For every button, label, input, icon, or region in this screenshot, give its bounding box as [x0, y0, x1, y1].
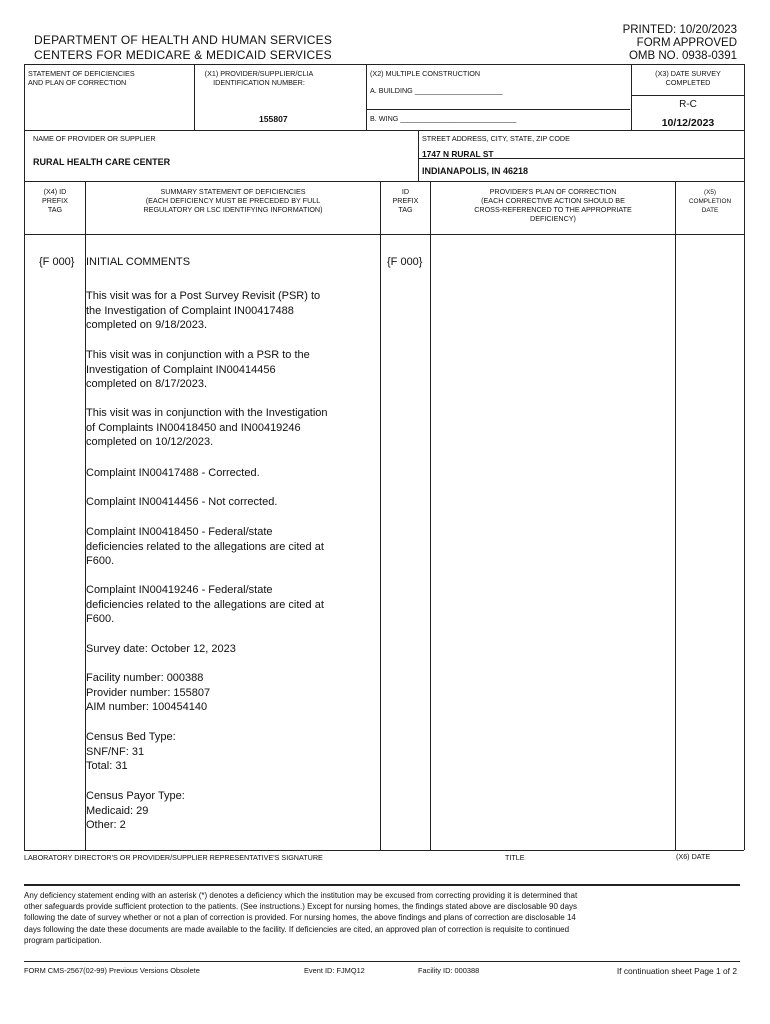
- signature-label: LABORATORY DIRECTOR'S OR PROVIDER/SUPPLIER REPRESENTATIVE'S SIGNATURE: [24, 853, 323, 862]
- address-divider: [418, 130, 419, 181]
- left-border: [24, 64, 25, 850]
- form-info: [623, 24, 737, 63]
- provider-name: RURAL HEALTH CARE CENTER: [33, 157, 171, 167]
- statement-label: STATEMENT OF DEFICIENCIES AND PLAN OF CORRECTION: [28, 69, 135, 87]
- wing-label: B. WING _____________________________: [370, 114, 517, 123]
- omb-number: OMB NO. 0938-0391: [628, 50, 737, 62]
- paragraph-11: Census Payor Type: Medicaid: 29 Other: 2: [86, 790, 185, 831]
- building-divider: [366, 109, 630, 110]
- entry-title: INITIAL COMMENTS: [86, 256, 191, 268]
- x4-header: (X4) ID PREFIX TAG: [42, 187, 68, 214]
- x2-divider: [366, 64, 367, 130]
- survey-completed-date: 10/12/2023: [661, 117, 715, 129]
- printed-date: PRINTED: 10/20/2023: [622, 24, 737, 36]
- address-line-2: INDIANAPOLIS, IN 46218: [422, 166, 529, 176]
- form-number: FORM CMS-2567(02-99) Previous Versions Obsolete: [24, 966, 200, 975]
- x3-subdivider: [632, 95, 744, 96]
- left-prefix-tag: {F 000}: [39, 256, 75, 268]
- address-label: STREET ADDRESS, CITY, STATE, ZIP CODE: [422, 134, 570, 143]
- paragraph-9: Facility number: 000388 Provider number: 155807 AIM number: 100454140: [86, 672, 211, 713]
- address-line-1: 1747 N RURAL ST: [422, 149, 494, 159]
- col-id-divider: [430, 181, 431, 850]
- paragraph-10: Census Bed Type: SNF/NF: 31 Total: 31: [86, 731, 176, 772]
- provider-name-label: NAME OF PROVIDER OR SUPPLIER: [33, 134, 156, 143]
- paragraph-1: This visit was for a Post Survey Revisit (PSR) to the Investigation of Complaint IN00417488 completed on 9/18/2023.: [86, 290, 321, 331]
- paragraph-6: Complaint IN00418450 - Federal/state deficiencies related to the allegations are cited at F600.: [86, 526, 324, 567]
- form-approved: FORM APPROVED: [636, 37, 737, 49]
- x1-divider: [194, 64, 195, 130]
- right-prefix-tag: {F 000}: [387, 256, 423, 268]
- paragraph-8: Survey date: October 12, 2023: [86, 643, 236, 655]
- col-summary-divider: [380, 181, 381, 850]
- building-label: A. BUILDING ______________________: [370, 86, 503, 95]
- agency-line-1: DEPARTMENT OF HEALTH AND HUMAN SERVICES: [34, 33, 333, 47]
- x2-label: (X2) MULTIPLE CONSTRUCTION: [370, 69, 481, 78]
- agency-line-2: CENTERS FOR MEDICARE & MEDICAID SERVICES: [34, 48, 332, 62]
- id-header: ID PREFIX TAG: [392, 187, 419, 214]
- event-id: Event ID: FJMQ12: [304, 966, 365, 975]
- col-plan-divider: [675, 181, 676, 850]
- disclaimer-text: Any deficiency statement ending with an asterisk (*) denotes a deficiency which the institution may be excused from correcting providing it is determined that other safeguards provide sufficient protection to the patients. (See instructions.) Except for nursing homes, the findings stated above are disclosable 90 days following the date of survey whether or not a plan of correction is provided. For nursing homes, the above findings and plans of correction are disclosable 14 days following the date these documents are made available to the facility. If deficiencies are cited, an approved plan of correction is requisite to continued program participation.: [24, 891, 578, 945]
- paragraph-4: Complaint IN00417488 - Corrected.: [86, 467, 260, 479]
- plan-header: PROVIDER'S PLAN OF CORRECTION (EACH CORRECTIVE ACTION SHOULD BE CROSS-REFERENCED TO THE APPROPRIATE DEFICIENCY): [474, 187, 632, 223]
- signature-bottom-line: [24, 884, 740, 886]
- continuation-sheet: If continuation sheet Page 1 of 2: [616, 966, 737, 976]
- facility-id: Facility ID: 000388: [418, 966, 480, 975]
- paragraph-7: Complaint IN00419246 - Federal/state deficiencies related to the allegations are cited at F600.: [86, 584, 324, 625]
- date-label: (X6) DATE: [676, 852, 711, 861]
- row-divider-3: [24, 234, 744, 235]
- right-border: [744, 64, 745, 850]
- x5-header: (X5) COMPLETION DATE: [688, 189, 732, 214]
- paragraph-3: This visit was in conjunction with the Investigation of Complaints IN00418450 and IN00419246 completed on 10/12/2023.: [86, 407, 328, 448]
- signature-top-line: [24, 850, 744, 851]
- summary-header: SUMMARY STATEMENT OF DEFICIENCIES (EACH DEFICIENCY MUST BE PRECEDED BY FULL REGULATORY OR LSC IDENTIFYING INFORMATION): [143, 187, 323, 214]
- agency-header: [34, 33, 332, 63]
- paragraph-2: This visit was in conjunction with a PSR to the Investigation of Complaint IN00414456 completed on 8/17/2023.: [86, 349, 310, 390]
- survey-code: R-C: [679, 99, 697, 110]
- row-divider-2: [24, 181, 744, 182]
- x3-label: (X3) DATE SURVEY COMPLETED: [655, 69, 721, 87]
- title-label: TITLE: [505, 853, 525, 862]
- paragraph-5: Complaint IN00414456 - Not corrected.: [86, 496, 278, 508]
- top-border: [24, 64, 744, 65]
- row-divider-1: [24, 130, 744, 131]
- provider-id-number: 155807: [259, 114, 288, 124]
- x1-label: (X1) PROVIDER/SUPPLIER/CLIA IDENTIFICATION NUMBER:: [204, 69, 314, 87]
- footer-line: [24, 961, 740, 962]
